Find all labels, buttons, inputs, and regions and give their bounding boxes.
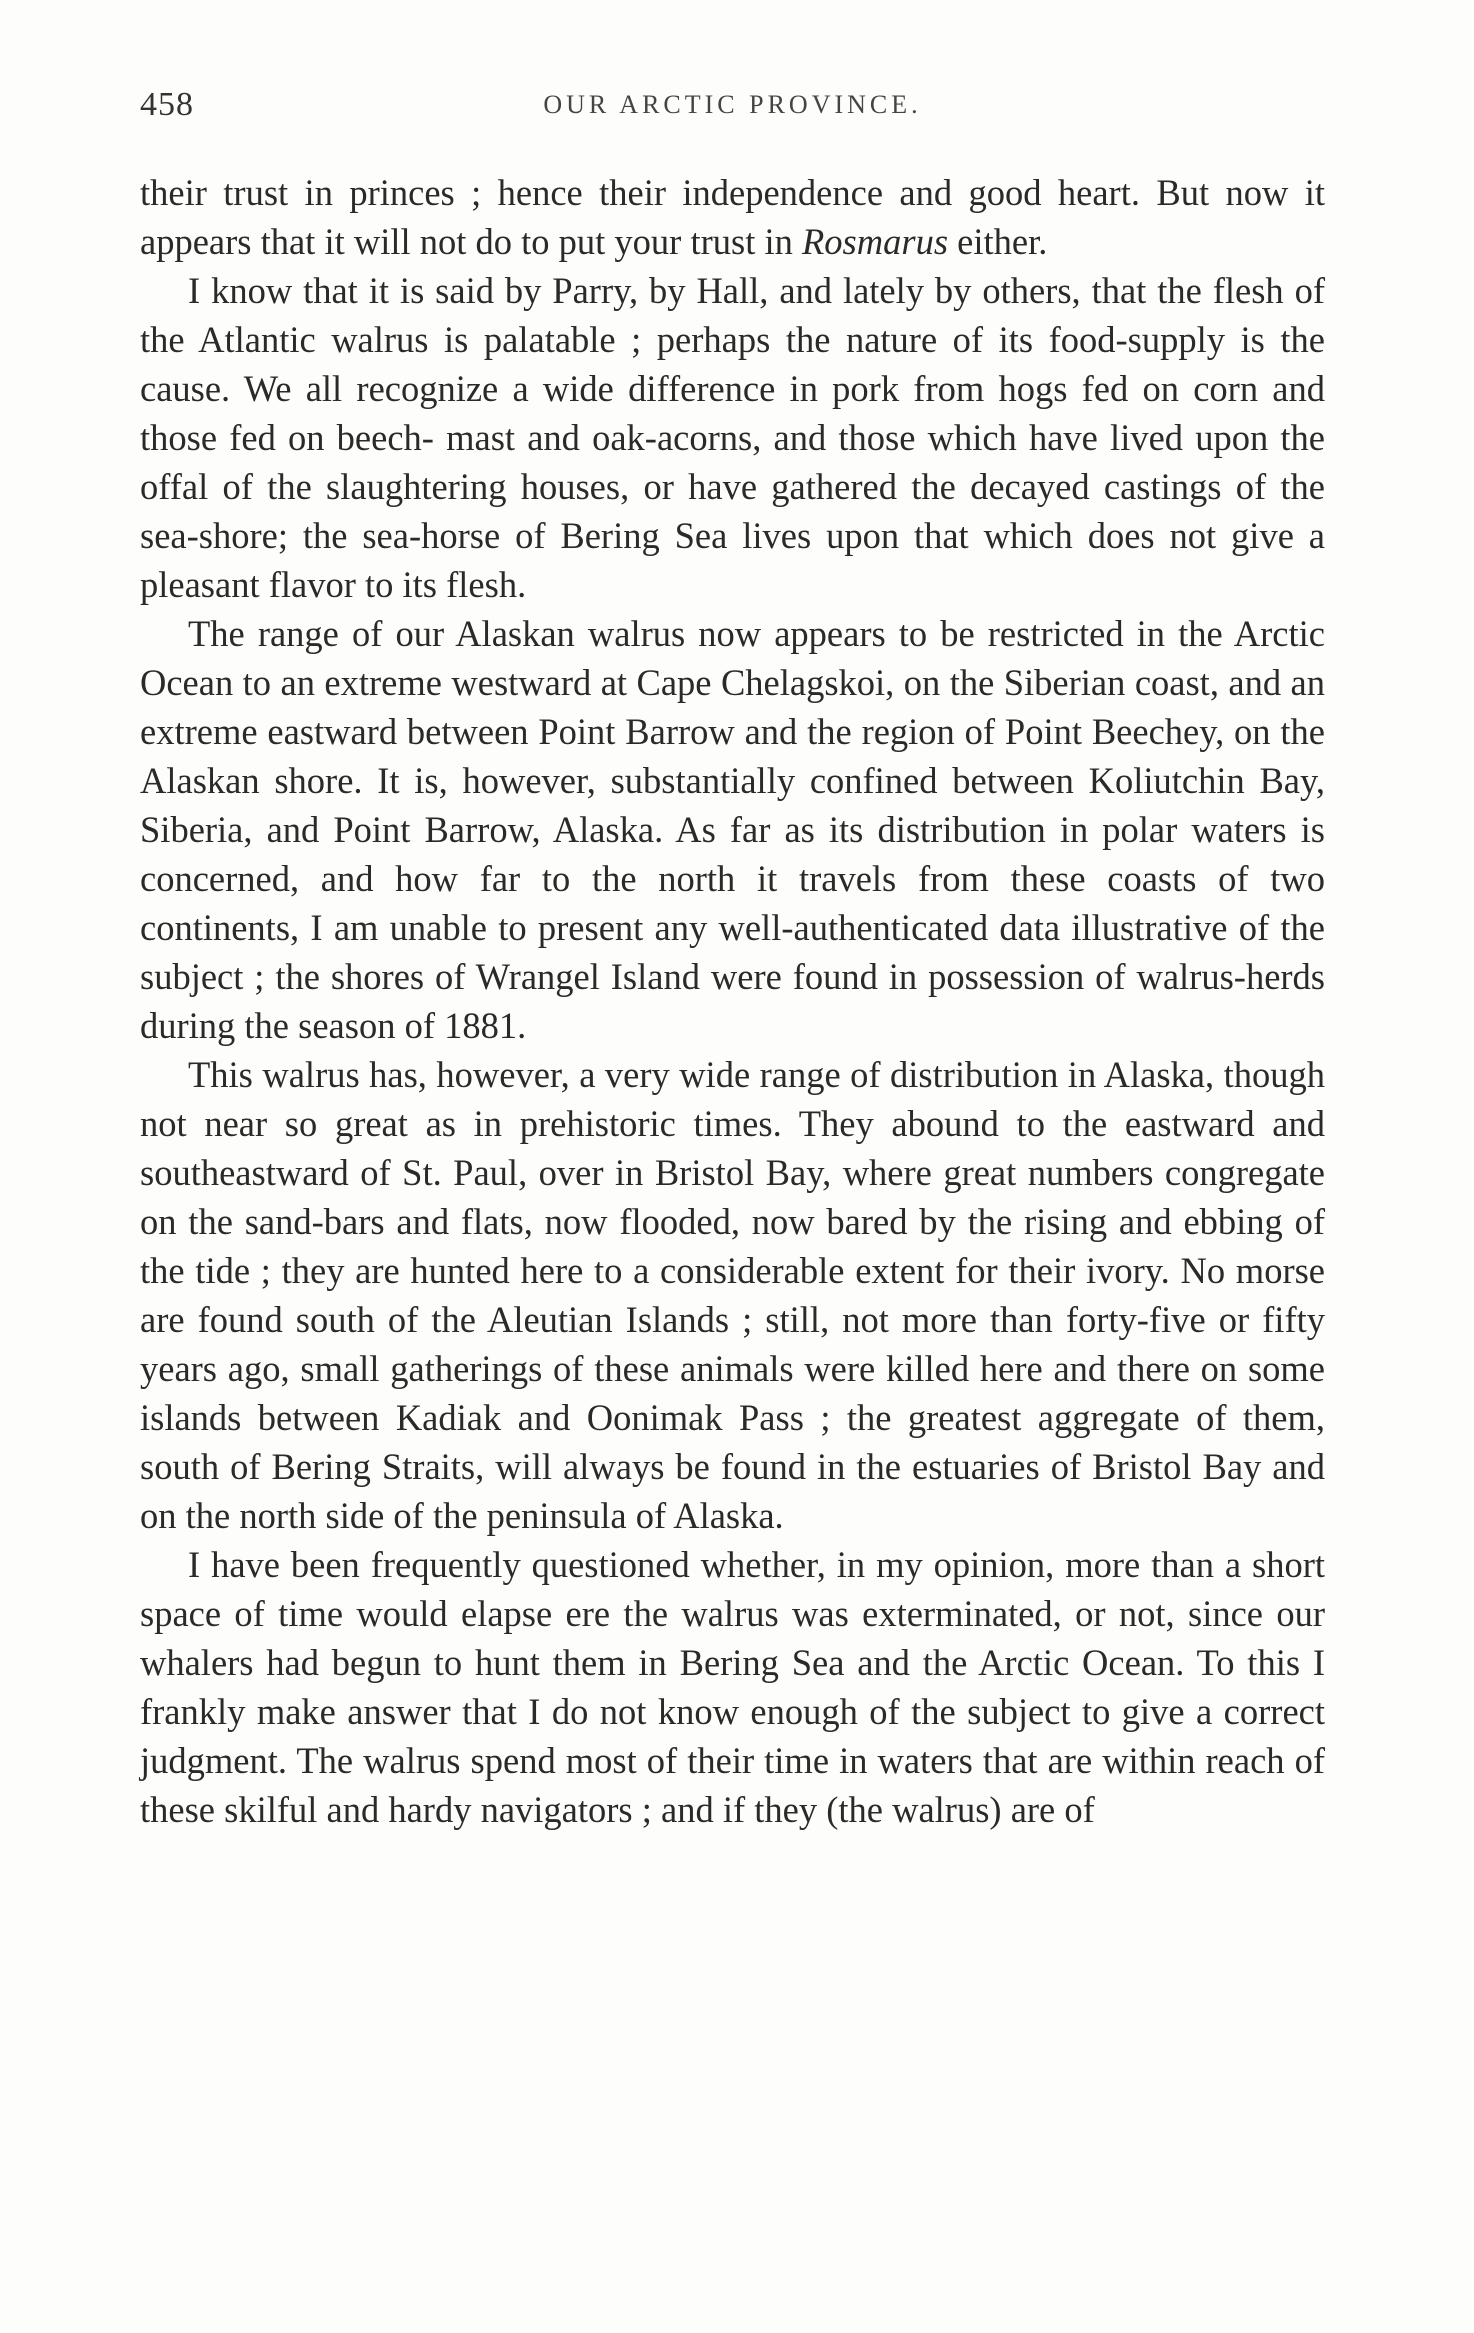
paragraph-5: I have been frequently questioned whether, in my opinion, more than a short space of time would elapse ere the walrus was exterminated, or not, since our whalers had begun to hunt them in Bering Sea and the Arctic Ocean. To this I frankly make answer that I do not know enough of the subject to give a correct judgment. The walrus spend most of their time in waters that are within reach of these skilful and hardy navigators ; and if they (the walrus) are of [140,1544,1325,1830]
paragraph-4: This walrus has, however, a very wide range of distribution in Alaska, though not near so great as in prehistoric times. They abound to the eastward and southeastward of St. Paul, over in Bristol Bay, where great numbers congregate on the sand-bars and flats, now flooded, now bared by the rising and ebbing of the tide ; they are hunted here to a considerable extent for their ivory. No morse are found south of the Aleutian Islands ; still, not more than forty-five or fifty years ago, small gatherings of these animals were killed here and there on some islands between Kadiak and Oonimak Pass ; the greatest aggregate of them, south of Bering Straits, will always be found in the estuaries of Bristol Bay and on the north side of the peninsula of Alaska. [140,1054,1325,1536]
running-header [140,86,1325,130]
running-title: OUR ARCTIC PROVINCE. [543,90,922,119]
paragraph-1-text: their trust in princes ; hence their independence and good heart. But now it appears that it will not do to put your trust in [140,172,1325,262]
page-number: 458 [140,86,194,123]
body-text [140,168,1325,1834]
paragraph-1-text-end: either. [948,221,1048,262]
paragraph-2: I know that it is said by Parry, by Hall, and lately by others, that the flesh of the Atlantic walrus is palatable ; perhaps the nature of its food-supply is the cause. We all recognize a wide difference in pork from hogs fed on corn and those fed on beech- mast and oak-acorns, and those which have lived upon the offal of the slaughtering houses, or have gathered the decayed castings of the sea-shore; the sea-horse of Bering Sea lives upon that which does not give a pleasant flavor to its flesh. [140,270,1325,605]
paragraph-1-italic-term: Rosmarus [802,221,949,262]
paragraph-1 [140,168,1325,266]
paragraph-3: The range of our Alaskan walrus now appears to be restricted in the Arctic Ocean to an extreme westward at Cape Chelagskoi, on the Siberian coast, and an extreme eastward between Point Barrow and the region of Point Beechey, on the Alaskan shore. It is, however, substantially confined between Koliutchin Bay, Siberia, and Point Barrow, Alaska. As far as its distribution in polar waters is concerned, and how far to the north it travels from these coasts of two continents, I am unable to present any well-authenticated data illustrative of the subject ; the shores of Wrangel Island were found in possession of walrus-herds during the season of 1881. [140,613,1325,1046]
